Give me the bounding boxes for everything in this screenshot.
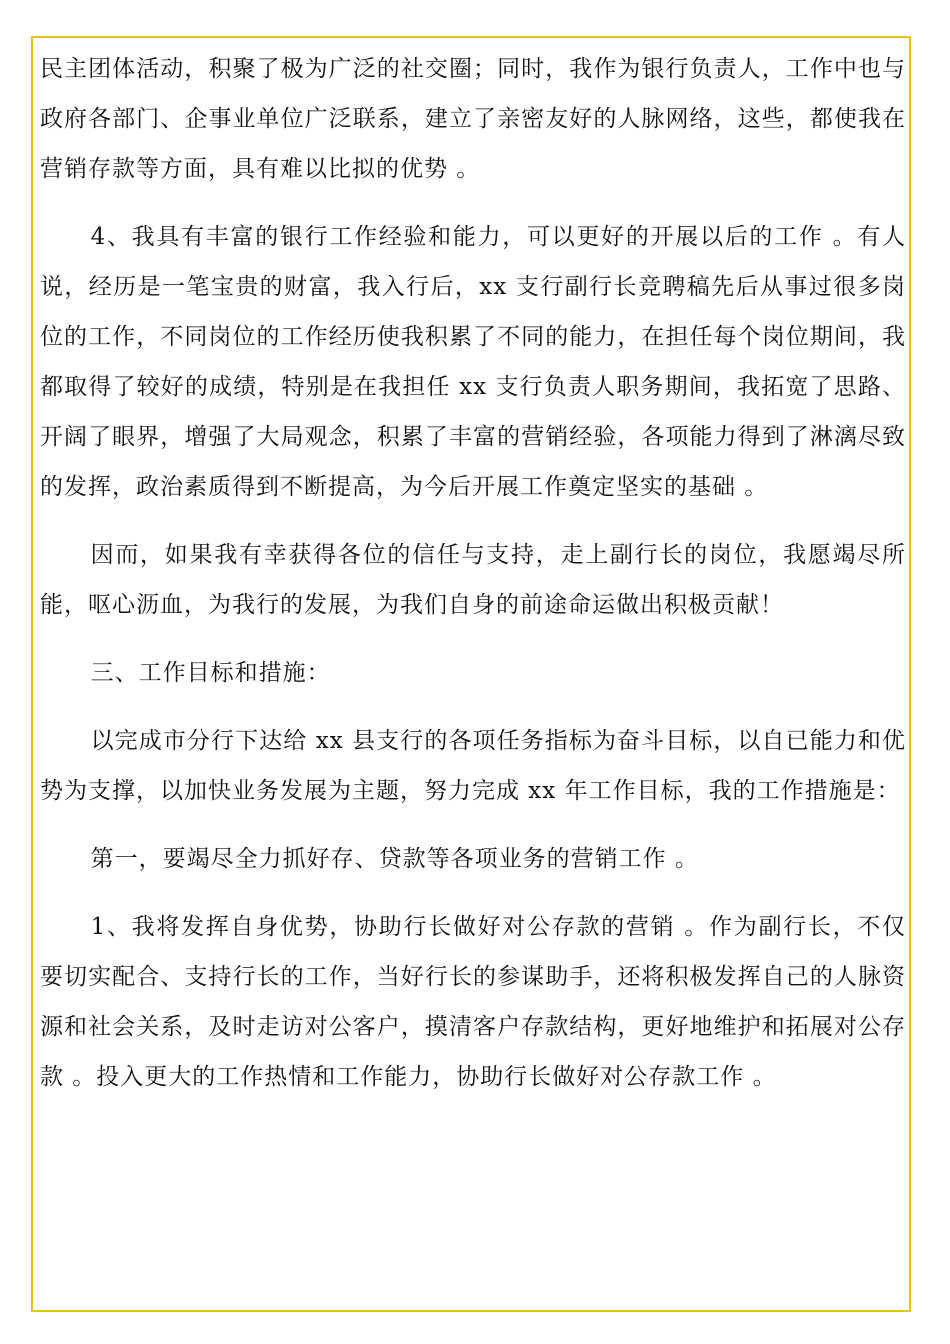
paragraph-4: 以完成市分行下达给 xx 县支行的各项任务指标为奋斗目标，以自已能力和优势为支撑，以加快业务发展为主题，努力完成 xx 年工作目标，我的工作措施是： (40, 728, 906, 804)
paragraph-3: 因而，如果我有幸获得各位的信任与支持，走上副行长的岗位，我愿竭尽所能，呕心沥血，为我行的发展，为我们自身的前途命运做出积极贡献！ (40, 542, 906, 618)
paragraph-1: 民主团体活动，积聚了极为广泛的社交圈；同时，我作为银行负责人，工作中也与政府各部门、企事业单位广泛联系，建立了亲密友好的人脉网络，这些，都使我在营销存款等方面，具有难以比拟的优势 。 (40, 56, 906, 182)
document-body (40, 44, 906, 1120)
section-heading: 三、工作目标和措施： (90, 660, 331, 686)
paragraph-5: 第一，要竭尽全力抓好存、贷款等各项业务的营销工作 。 (90, 846, 699, 872)
paragraph-2: 4、我具有丰富的银行工作经验和能力，可以更好的开展以后的工作 。有人说，经历是一笔宝贵的财富，我入行后，xx 支行副行长竞聘稿先后从事过很多岗位的工作，不同岗位的工作经历使我积累了不同的能力，在担任每个岗位期间，我都取得了较好的成绩，特别是在我担任 xx 支行负责人职务期间，我拓宽了思路、开阔了眼界，增强了大局观念，积累了丰富的营销经验，各项能力得到了淋漓尽致的发挥，政治素质得到不断提高，为今后开展工作奠定坚实的基础 。 (40, 224, 906, 500)
paragraph-6: 1、我将发挥自身优势，协助行长做好对公存款的营销 。作为副行长，不仅要切实配合、支持行长的工作，当好行长的参谋助手，还将积极发挥自己的人脉资源和社会关系，及时走访对公客户，摸清客户存款结构，更好地维护和拓展对公存款 。投入更大的工作热情和工作能力，协助行长做好对公存款工作 。 (40, 914, 906, 1090)
